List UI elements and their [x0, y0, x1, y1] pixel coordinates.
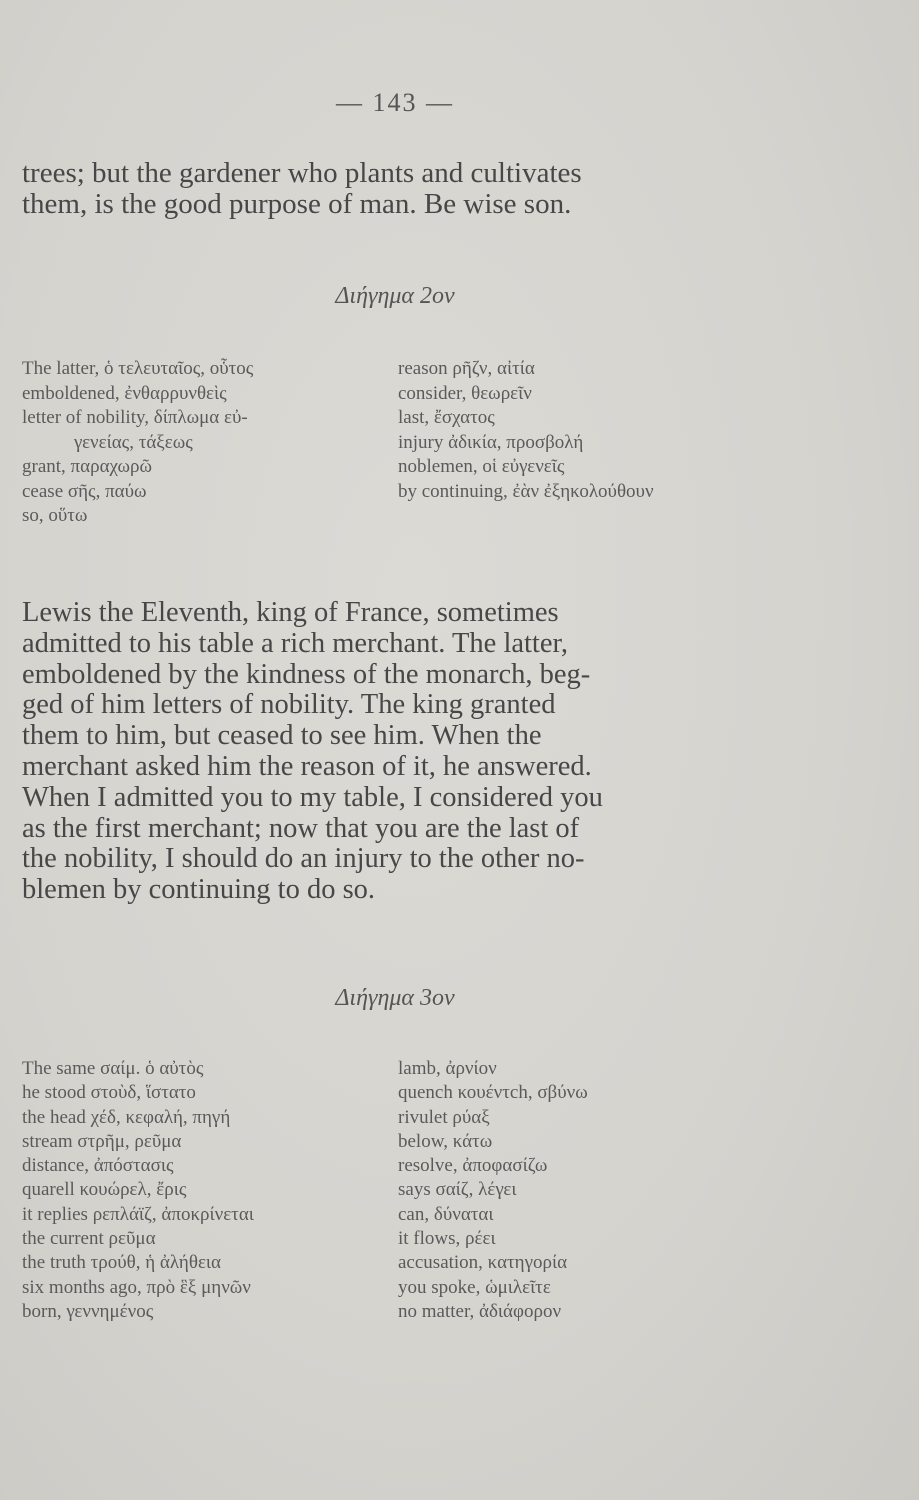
vocab-item: γενείας, τάξεως: [74, 431, 193, 453]
vocab-list-left: [22, 357, 253, 529]
vocab-item: quarell κουώρελ, ἔρις: [22, 1179, 187, 1201]
vocab-item: noblemen, οἱ εὐγενεῖς: [398, 456, 565, 477]
vocab-item: six months ago, πρὸ ἓξ μηνῶν: [22, 1276, 251, 1298]
text-line: admitted to his table a rich merchant. The latter,: [22, 627, 568, 659]
vocab-item: no matter, ἀδιάφορον: [398, 1300, 562, 1322]
vocab-item: letter of nobility, δίπλωμα εὐ-: [22, 407, 248, 428]
vocab-item: says σαίζ, λέγει: [398, 1179, 517, 1201]
vocab-item: stream στρῆμ, ρεῦμα: [22, 1130, 182, 1152]
vocab-item: by continuing, ἐὰν ἐξηκολούθουν: [398, 480, 654, 502]
text-line: Lewis the Eleventh, king of France, sometimes: [22, 597, 559, 628]
text-line: the nobility, I should do an injury to the other no-: [22, 843, 585, 875]
vocab-item: accusation, κατηγορία: [398, 1252, 568, 1274]
vocab-item: the truth τρούθ, ἡ ἀλήθεια: [22, 1252, 221, 1274]
vocab-item: cease σῆς, παύω: [22, 480, 147, 502]
vocab-item: it flows, ρέει: [398, 1228, 496, 1250]
text-line: ged of him letters of nobility. The king granted: [22, 689, 556, 721]
section-heading-3: Διήγημα 3ον: [335, 985, 455, 1011]
vocab-item: The same σαίμ. ὁ αὐτὸς: [22, 1058, 204, 1079]
vocab-item: below, κάτω: [398, 1130, 493, 1152]
page-number: — 143 —: [336, 88, 454, 117]
vocab-item: consider, θεωρεῖν: [398, 382, 532, 404]
vocab-item: lamb, ἀρνίον: [398, 1058, 497, 1079]
section-heading-2: Διήγημα 2ον: [335, 283, 455, 309]
text-line: as the first merchant; now that you are the last of: [22, 812, 580, 844]
vocab-item: injury ἀδικία, προσβολή: [398, 431, 584, 453]
vocab-item: quench κουέντch, σβύνω: [398, 1082, 588, 1104]
vocab-item: last, ἔσχατος: [398, 407, 495, 428]
vocab-list-left: [22, 1057, 254, 1324]
vocab-item: grant, παραχωρῶ: [22, 456, 153, 477]
text-line: When I admitted you to my table, I considered you: [22, 781, 603, 813]
text-line: emboldened by the kindness of the monarch, beg-: [22, 658, 591, 690]
vocab-item: it replies ρεπλάϊζ, ἀποκρίνεται: [22, 1203, 254, 1225]
text-line: blemen by continuing to do so.: [22, 874, 376, 906]
vocab-item: you spoke, ὡμιλεῖτε: [398, 1276, 551, 1298]
vocab-list-right: [398, 357, 654, 504]
vocab-item: the head χέδ, κεφαλή, πηγή: [22, 1106, 231, 1128]
vocab-item: emboldened, ἐνθαρρυνθεὶς: [22, 382, 227, 404]
vocab-item: distance, ἀπόστασις: [22, 1155, 174, 1177]
vocab-item: The latter, ὁ τελευταῖος, οὗτος: [22, 358, 254, 379]
vocab-item: the current ρεῦμα: [22, 1228, 156, 1250]
text-line: them to him, but ceased to see him. When the: [22, 720, 542, 752]
vocab-list-right: [398, 1057, 588, 1324]
intro-paragraph: [22, 158, 792, 220]
text-line: trees; but the gardener who plants and cultivates: [22, 157, 582, 189]
vocab-item: born, γεννημένος: [22, 1300, 154, 1322]
text-line: them, is the good purpose of man. Be wise son.: [22, 188, 572, 220]
story-paragraph: [22, 598, 792, 906]
vocab-item: he stood στοὺδ, ἵστατο: [22, 1082, 196, 1104]
vocab-item: rivulet ρύαξ: [398, 1106, 490, 1128]
vocab-item: can, δύναται: [398, 1203, 494, 1225]
vocab-item: resolve, ἀποφασίζω: [398, 1155, 548, 1177]
vocab-item: reason ρῆζν, αἰτία: [398, 358, 535, 379]
text-line: merchant asked him the reason of it, he answered.: [22, 750, 592, 782]
vocab-item: so, οὕτω: [22, 505, 88, 526]
